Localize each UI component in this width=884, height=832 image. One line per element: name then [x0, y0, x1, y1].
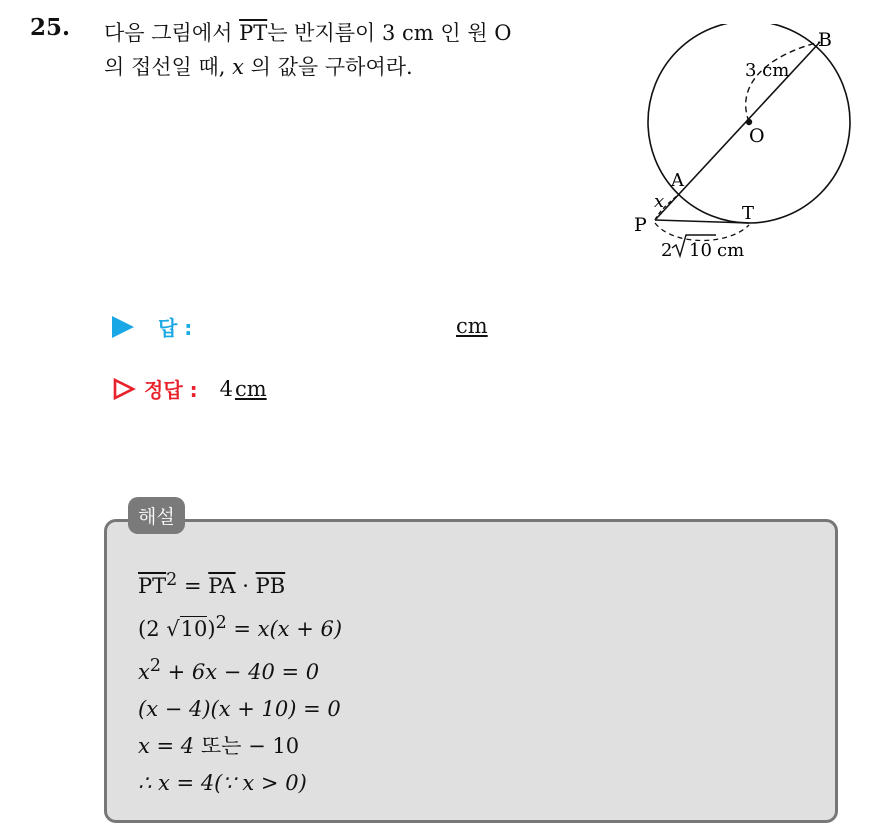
question-text-part: 다음 그림에서 — [104, 21, 240, 45]
answer-unit: cm — [456, 314, 488, 338]
secant-pb — [655, 42, 820, 220]
solution-steps — [138, 562, 342, 802]
label-o: O — [749, 125, 765, 147]
segment-pa: $\overline{PA}$ — [208, 574, 236, 598]
label-a: A — [671, 170, 684, 191]
label-radius: 3 cm — [745, 60, 790, 81]
label-t: T — [742, 203, 755, 224]
sqrt-symbol: √ — [166, 617, 180, 641]
solution-line-4: (x − 4)(x + 10) = 0 — [138, 697, 341, 721]
segment-pt: $\overline{PT}$ — [138, 574, 167, 598]
play-triangle-icon — [112, 316, 134, 338]
label-p: P — [634, 214, 647, 236]
answer-row — [112, 312, 192, 341]
correct-answer-unit: cm — [234, 376, 267, 401]
segment-pt: $\overline{PT}$ — [239, 21, 268, 45]
expr-part: x — [138, 660, 150, 684]
label-pt-coef: 2 — [661, 240, 673, 261]
sqrt-radicand: 10 — [180, 617, 208, 641]
solution-line-5 — [138, 728, 342, 765]
label-x: x — [654, 191, 665, 212]
solution-line-1 — [138, 562, 342, 605]
exponent: 2 — [149, 656, 161, 676]
question-text — [104, 16, 614, 84]
expr-part: = x(x + 6) — [226, 617, 343, 641]
question-line-2 — [104, 50, 614, 84]
expr-part: − 10 — [241, 734, 300, 758]
solution-tag: 해설 — [128, 497, 185, 534]
equals: = — [177, 574, 209, 598]
label-b: B — [818, 29, 832, 51]
variable-x: x — [232, 55, 244, 79]
word-or: 또는 — [200, 734, 242, 758]
correct-answer-row — [112, 374, 267, 403]
label-pt-root: 10 — [689, 240, 712, 261]
solution-line-6: ∴ x = 4(∵ x > 0) — [138, 771, 307, 795]
exponent: 2 — [215, 613, 227, 633]
solution-line-2 — [138, 605, 342, 648]
question-text-part: 의 접선일 때, — [104, 55, 233, 79]
expr-part: (2 — [138, 617, 167, 641]
label-pt-unit: cm — [717, 240, 745, 261]
exponent: 2 — [166, 570, 178, 590]
correct-answer-label: 정답 : — [144, 378, 198, 402]
dot: · — [235, 574, 256, 598]
circle-tangent-figure — [628, 24, 858, 264]
expr-part: + 6x − 40 = 0 — [160, 660, 320, 684]
outline-triangle-icon — [112, 377, 136, 401]
question-line-1 — [104, 16, 614, 50]
question-text-part: 는 반지름이 3 cm 인 원 O — [267, 21, 512, 45]
expr-part: ) — [207, 617, 216, 641]
segment-pb: $\overline{PB}$ — [255, 574, 286, 598]
pt-dash-arc — [655, 223, 749, 241]
correct-answer-value: 4 — [219, 376, 233, 401]
question-number: 25. — [30, 14, 71, 41]
solution-line-3 — [138, 648, 342, 691]
answer-label: 답 : — [158, 316, 193, 340]
question-text-part: 의 값을 구하여라. — [243, 55, 413, 79]
expr-part: x = 4 — [138, 734, 201, 758]
